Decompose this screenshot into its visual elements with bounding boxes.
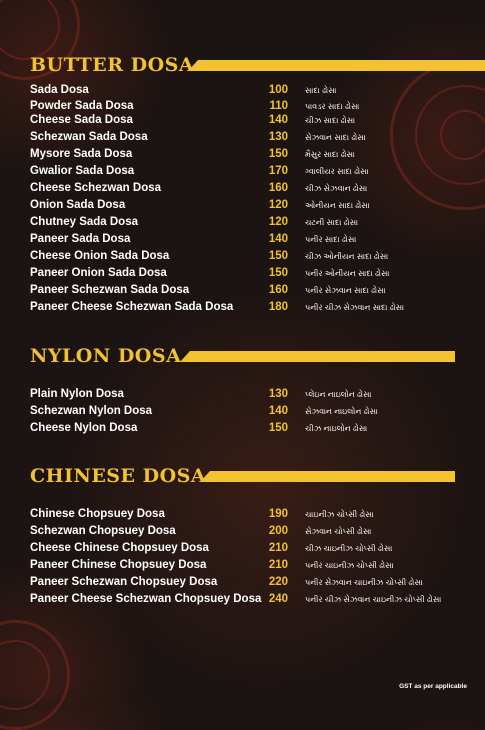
item-price: 210 — [268, 542, 288, 554]
menu-item — [30, 282, 470, 299]
menu-item — [30, 82, 470, 99]
item-name: Cheese Schezwan Dosa — [30, 182, 162, 194]
item-name: Paneer Sada Dosa — [30, 233, 131, 245]
menu-item — [30, 163, 470, 180]
menu-item — [30, 557, 470, 574]
item-name: Powder Sada Dosa — [30, 100, 134, 112]
section-title: CHINESE DOSA — [30, 465, 207, 487]
item-gujarati-name: ગ્વાલીયર સાદા ઢોસા — [305, 167, 369, 176]
banner-bar — [210, 471, 455, 482]
menu-item — [30, 506, 470, 523]
menu-item — [30, 574, 470, 591]
banner-bar — [198, 60, 485, 71]
item-price: 150 — [268, 422, 288, 434]
item-price: 160 — [268, 284, 288, 296]
section-banner — [30, 343, 181, 369]
item-gujarati-name: ચીઝ ચાઇનીઝ ચોપ્સી ઢોસા — [305, 544, 393, 553]
item-gujarati-name: ચીઝ નાઇલોન ઢોસા — [305, 424, 368, 433]
item-gujarati-name: ચાઇનીઝ ચોપ્સી ઢોસા — [305, 510, 374, 519]
item-gujarati-name: ચીઝ ઓનીયન સાદા ઢોસા — [305, 252, 389, 261]
item-gujarati-name: સાદા ઢોસા — [305, 86, 337, 95]
item-name: Mysore Sada Dosa — [30, 148, 133, 160]
menu-item — [30, 214, 470, 231]
item-gujarati-name: ચીઝ સેઝવાન ઢોસા — [305, 184, 368, 193]
item-price: 220 — [268, 576, 288, 588]
item-price: 110 — [269, 100, 288, 112]
item-price: 140 — [268, 405, 288, 417]
item-name: Cheese Sada Dosa — [30, 114, 133, 126]
item-gujarati-name: ઓનીયન સાદા ઢોસા — [305, 201, 370, 210]
menu-item — [30, 146, 470, 163]
item-gujarati-name: સેઝવાન સાદા ઢોસા — [305, 133, 366, 142]
item-price: 160 — [268, 182, 288, 194]
item-name: Schezwan Sada Dosa — [30, 131, 148, 143]
item-gujarati-name: પાવડર સાદા ઢોસા — [305, 102, 360, 111]
item-gujarati-name: પનીર સેઝવાન સાદા ઢોસા — [305, 286, 386, 295]
item-name: Schezwan Chopsuey Dosa — [30, 525, 176, 537]
item-name: Paneer Chinese Chopsuey Dosa — [30, 559, 207, 571]
menu-item — [30, 591, 470, 608]
menu-item — [30, 180, 470, 197]
item-name: Chinese Chopsuey Dosa — [30, 508, 165, 520]
item-name: Cheese Onion Sada Dosa — [30, 250, 170, 262]
menu-item — [30, 523, 470, 540]
menu-item — [30, 129, 470, 146]
item-price: 150 — [268, 148, 288, 160]
item-price: 100 — [268, 84, 288, 96]
item-name: Sada Dosa — [30, 84, 89, 96]
menu-item — [30, 231, 470, 248]
item-gujarati-name: પનીર સાદા ઢોસા — [305, 235, 357, 244]
item-price: 130 — [268, 131, 288, 143]
section-title: NYLON DOSA — [30, 345, 182, 367]
item-price: 190 — [268, 508, 288, 520]
section-banner — [30, 52, 194, 78]
item-gujarati-name: પનીર ઓનીયન સાદા ઢોસા — [305, 269, 390, 278]
item-name: Cheese Chinese Chopsuey Dosa — [30, 542, 209, 554]
item-price: 150 — [268, 250, 288, 262]
item-price: 130 — [268, 388, 288, 400]
item-gujarati-name: મૈસુર સાદા ઢોસા — [305, 150, 355, 159]
item-price: 150 — [268, 267, 288, 279]
item-price: 240 — [268, 593, 288, 605]
item-gujarati-name: ચીઝ સાદા ઢોસા — [305, 116, 356, 125]
gst-note: GST as per applicable — [399, 683, 467, 690]
item-price: 180 — [268, 301, 288, 313]
item-name: Paneer Schezwan Chopsuey Dosa — [30, 576, 218, 588]
item-name: Chutney Sada Dosa — [30, 216, 138, 228]
menu-item — [30, 112, 470, 129]
item-price: 140 — [268, 233, 288, 245]
item-price: 120 — [268, 199, 288, 211]
item-gujarati-name: સેઝવાન નાઇલોન ઢોસા — [305, 407, 378, 416]
item-gujarati-name: સેઝવાન ચોપ્સી ઢોસા — [305, 527, 372, 536]
banner-bar — [190, 351, 455, 362]
menu-item — [30, 299, 470, 316]
item-name: Cheese Nylon Dosa — [30, 422, 138, 434]
item-name: Gwalior Sada Dosa — [30, 165, 135, 177]
item-gujarati-name: પનીર ચીઝ સેઝવાન ચાઇનીઝ ચોપ્સી ઢોસા — [305, 595, 442, 604]
item-gujarati-name: ચટની સાદા ઢોસા — [305, 218, 359, 227]
section-banner — [30, 463, 206, 489]
menu-item — [30, 197, 470, 214]
menu-item — [30, 540, 470, 557]
menu-item — [30, 403, 470, 420]
item-gujarati-name: પનીર ચાઇનીઝ ચોપ્સી ઢોસા — [305, 561, 394, 570]
item-name: Paneer Cheese Schezwan Sada Dosa — [30, 301, 234, 313]
menu-item — [30, 420, 470, 437]
item-price: 140 — [268, 114, 288, 126]
item-name: Plain Nylon Dosa — [30, 388, 124, 400]
item-gujarati-name: પ્લેઇન નાઇલોન ઢોસા — [305, 390, 372, 399]
item-name: Paneer Schezwan Sada Dosa — [30, 284, 190, 296]
section-title: BUTTER DOSA — [30, 54, 195, 76]
item-price: 210 — [268, 559, 288, 571]
item-price: 200 — [268, 525, 288, 537]
item-name: Paneer Onion Sada Dosa — [30, 267, 167, 279]
menu-item — [30, 386, 470, 403]
menu-item — [30, 265, 470, 282]
item-name: Paneer Cheese Schezwan Chopsuey Dosa — [30, 593, 262, 605]
item-gujarati-name: પનીર ચીઝ સેઝવાન સાદા ઢોસા — [305, 303, 405, 312]
item-name: Onion Sada Dosa — [30, 199, 126, 211]
item-name: Schezwan Nylon Dosa — [30, 405, 153, 417]
item-price: 170 — [268, 165, 288, 177]
item-gujarati-name: પનીર સેઝવાન ચાઇનીઝ ચોપ્સી ઢોસા — [305, 578, 423, 587]
menu-item — [30, 248, 470, 265]
item-price: 120 — [268, 216, 288, 228]
